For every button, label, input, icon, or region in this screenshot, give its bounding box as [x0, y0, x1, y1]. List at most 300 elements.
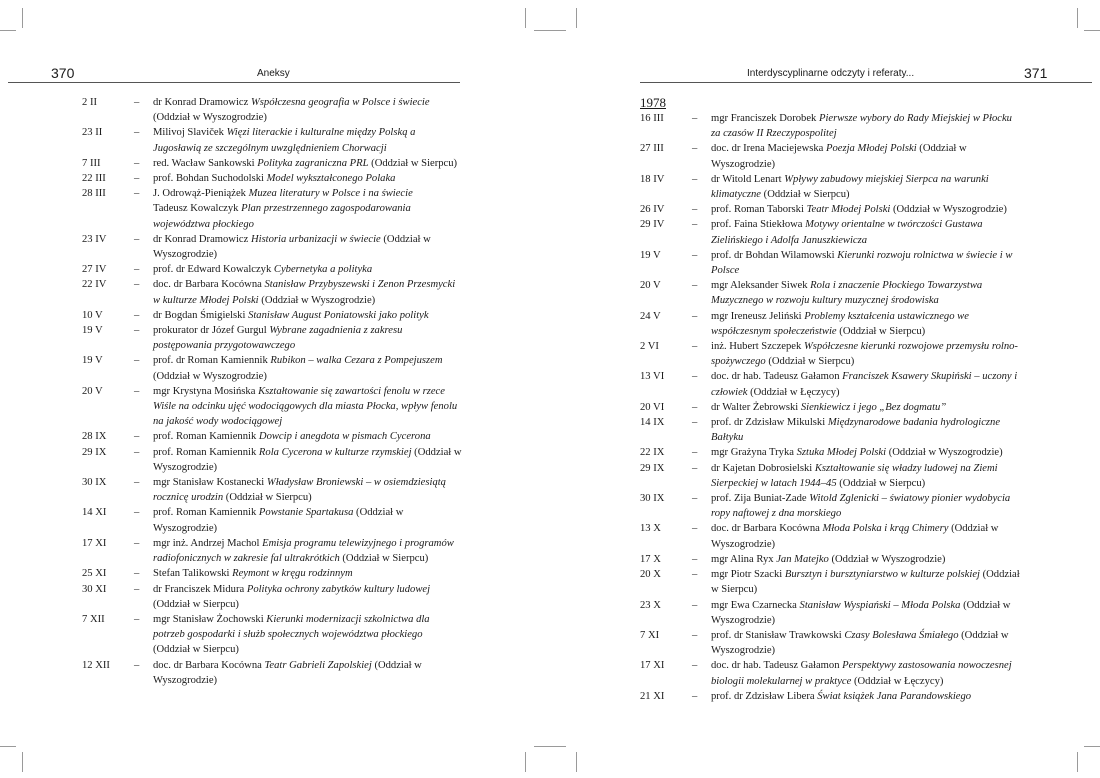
crop-mark — [525, 752, 526, 772]
entry-date: 24 V — [640, 310, 661, 322]
entry-text — [153, 384, 462, 430]
lecture-entry — [82, 156, 462, 171]
lecturer-name: inż. Hubert Szczepek — [711, 341, 804, 353]
crop-mark — [1084, 30, 1100, 31]
branch-note: (Oddział w Łęczycy) — [747, 386, 840, 398]
lecturer-name: doc. dr hab. Tadeusz Gałamon — [711, 371, 843, 383]
lecture-title: Motywy orientalne w twórczości Gustawa Zielińskiego i Adolfa Januszkiewicza — [711, 219, 983, 246]
entry-text — [711, 445, 1020, 460]
entry-dash: – — [692, 143, 698, 155]
running-head: Aneksy — [257, 68, 290, 79]
entry-text — [153, 612, 462, 658]
page-number: 370 — [51, 65, 75, 81]
entry-date: 23 IV — [82, 233, 107, 245]
branch-note: (Oddział w Wyszogrodzie) — [153, 233, 431, 261]
entry-dash: – — [134, 568, 140, 580]
entry-date: 7 III — [82, 157, 101, 169]
entry-dash: – — [692, 690, 698, 702]
lecturer-name: prof. Roman Kamiennik — [153, 446, 259, 458]
entry-dash: – — [134, 537, 140, 549]
lecture-title: Bursztyn i bursztyniarstwo w kulturze polskiej — [784, 569, 980, 581]
entry-dash: – — [692, 401, 698, 413]
entry-text — [153, 308, 462, 323]
branch-note: (Oddział w Sierpcu) — [711, 569, 1020, 596]
branch-note: (Oddział w Wyszogrodzie) — [153, 112, 267, 124]
entry-date: 30 XI — [82, 583, 107, 595]
branch-note: (Oddział w Sierpcu) — [339, 553, 429, 565]
entry-dash: – — [692, 113, 698, 124]
right-header — [640, 64, 1092, 83]
lecturer-name: mgr Krystyna Mosińska — [153, 385, 259, 397]
entry-date: 20 X — [640, 569, 661, 581]
lecture-entry — [640, 141, 1020, 171]
lecture-title: Dowcip i anegdota w pismach Cycerona — [258, 431, 431, 443]
entry-date: 14 XI — [82, 507, 107, 519]
branch-note: (Oddział w Wyszogrodzie) — [711, 599, 1011, 626]
entry-date: 22 IV — [82, 279, 107, 291]
crop-mark — [1077, 752, 1078, 772]
entry-dash: – — [134, 583, 140, 595]
entry-dash: – — [692, 462, 698, 474]
entry-date: 17 XI — [82, 537, 107, 549]
entry-text — [711, 217, 1020, 247]
lecture-entry — [82, 475, 462, 505]
lecture-title: Rola Cycerona w kulturze rzymskiej — [258, 446, 412, 458]
lecturer-name: dr Konrad Dramowicz — [153, 233, 251, 245]
lecturer-name: prof. Roman Taborski — [711, 204, 807, 216]
entry-text — [153, 658, 462, 688]
lecture-title: Międzynarodowe badania hydrologiczne Bałtyku — [711, 417, 1001, 444]
lecture-entry — [640, 658, 1020, 688]
crop-mark — [576, 752, 577, 772]
lecturer-name: prof. Roman Kamiennik — [153, 431, 259, 443]
lecture-entry — [640, 552, 1020, 567]
lecturer-name: mgr Franciszek Dorobek — [711, 113, 819, 124]
lecture-title: Model wykształconego Polaka — [266, 173, 396, 185]
entry-text — [711, 491, 1020, 521]
entry-date: 28 III — [82, 188, 106, 200]
entry-dash: – — [692, 280, 698, 292]
lecture-entry — [82, 566, 462, 581]
lecturer-name: mgr Alina Ryx — [711, 553, 777, 565]
lecture-entry — [640, 309, 1020, 339]
branch-note: (Oddział w Sierpcu) — [368, 157, 458, 169]
entry-date: 17 X — [640, 553, 661, 565]
entry-text — [153, 277, 462, 307]
page-number: 371 — [1024, 65, 1048, 81]
lecture-title: Cybernetyka a polityka — [273, 264, 373, 276]
lecture-title: Współczesna geografia w Polsce i świecie — [250, 97, 430, 108]
entry-date: 10 V — [82, 309, 103, 321]
entry-text — [153, 186, 462, 232]
lecture-entry — [82, 232, 462, 262]
lecturer-name: mgr Aleksander Siwek — [711, 280, 811, 292]
lecturer-name: prof. Faina Stiekłowa — [711, 219, 806, 231]
crop-mark — [525, 8, 526, 28]
entry-dash: – — [692, 371, 698, 383]
entry-text — [153, 262, 462, 277]
lecture-title: Wybrane zagadnienia z zakresu postępowania przygotowawczego — [153, 325, 403, 352]
lecturer-name: dr Bogdan Śmigielski — [153, 309, 249, 321]
entry-text — [711, 415, 1020, 445]
lecture-entry — [82, 505, 462, 535]
entry-date: 28 IX — [82, 431, 107, 443]
entry-date: 2 VI — [640, 341, 659, 353]
branch-note: (Oddział w Łęczycy) — [851, 675, 944, 687]
entry-text — [711, 689, 1020, 704]
entry-dash: – — [692, 173, 698, 185]
lecturer-name: dr Walter Żebrowski — [711, 401, 801, 413]
entry-dash: – — [692, 629, 698, 641]
entry-date: 7 XII — [82, 613, 105, 625]
entry-text — [711, 658, 1020, 688]
crop-mark — [550, 746, 566, 747]
branch-note: (Oddział w Wyszogrodzie) — [711, 629, 1009, 657]
entry-text — [711, 111, 1020, 141]
lecturer-name: prokurator dr Józef Gurgul — [153, 325, 270, 337]
entry-dash: – — [134, 431, 140, 443]
left-header — [8, 64, 460, 83]
lecture-entry — [640, 248, 1020, 278]
entry-dash: – — [134, 97, 140, 108]
entry-date: 21 XI — [640, 690, 665, 702]
lecture-title: Stanisław August Poniatowski jako polityk — [248, 309, 429, 321]
lecturer-name: prof. dr Zdzisław Mikulski — [711, 417, 828, 429]
lecturer-name: mgr Stanisław Kostanecki — [153, 477, 267, 489]
entry-dash: – — [134, 157, 140, 169]
entry-date: 17 XI — [640, 660, 665, 672]
entry-text — [711, 598, 1020, 628]
branch-note: (Oddział w Wyszogrodzie) — [711, 143, 967, 170]
lecture-title: Teatr Młodej Polski — [806, 204, 891, 216]
lecture-entry — [82, 125, 462, 155]
lecture-entry — [82, 171, 462, 186]
entry-text — [711, 339, 1020, 369]
lecture-entry — [640, 339, 1020, 369]
entry-text — [711, 567, 1020, 597]
lecture-entry — [640, 461, 1020, 491]
crop-mark — [0, 746, 16, 747]
lecture-title: Problemy kształcenia ustawicznego we współczesnym społeczeństwie — [711, 310, 969, 337]
branch-note: (Oddział w Sierpcu) — [223, 492, 312, 504]
entry-dash: – — [134, 233, 140, 245]
lecture-title: Historia urbanizacji w świecie — [250, 233, 381, 245]
entry-dash: – — [692, 493, 698, 505]
lecturer-name: prof. dr Zdzisław Libera — [711, 690, 818, 702]
entry-text — [711, 400, 1020, 415]
entry-date: 2 II — [82, 97, 98, 108]
lecture-entry — [82, 95, 462, 125]
entry-date: 12 XII — [82, 659, 110, 671]
entry-date: 19 V — [82, 355, 103, 367]
entry-date: 14 IX — [640, 417, 665, 429]
lecture-title: Stanisław Wyspiański – Młoda Polska — [799, 599, 961, 611]
right-entries-list — [640, 94, 1020, 704]
lecture-title: Plan przestrzennego zagospodarowania województwa płockiego — [153, 203, 411, 230]
entry-date: 19 V — [82, 325, 103, 337]
entry-text — [711, 521, 1020, 551]
entry-dash: – — [692, 523, 698, 535]
entry-date: 30 IX — [82, 477, 107, 489]
entry-text — [711, 172, 1020, 202]
entry-date: 23 II — [82, 127, 103, 139]
entry-dash: – — [134, 173, 140, 185]
lecture-title: Polityka ochrony zabytków kultury ludowej — [246, 583, 431, 595]
lecture-entry — [82, 186, 462, 232]
lecture-title: Sztuka Młodej Polski — [796, 447, 887, 459]
entry-date: 7 XI — [640, 629, 660, 641]
lecture-title: Sienkiewicz i jego „Bez dogmatu” — [800, 401, 947, 413]
lecture-title: Świat książek Jana Parandowskiego — [817, 690, 972, 702]
branch-note: (Oddział w Sierpcu) — [836, 477, 926, 489]
year-heading: 1978 — [640, 95, 666, 110]
lecture-entry — [82, 445, 462, 475]
entry-text — [153, 505, 462, 535]
lecture-entry — [640, 491, 1020, 521]
entry-text — [153, 232, 462, 262]
crop-mark — [534, 30, 550, 31]
lecturer-name: mgr Ewa Czarnecka — [711, 599, 800, 611]
lecture-entry — [640, 415, 1020, 445]
entry-date: 22 III — [82, 173, 106, 185]
lecture-entry — [640, 172, 1020, 202]
lecturer-name: doc. dr Irena Maciejewska — [711, 143, 827, 155]
lecturer-name: prof. dr Roman Kamiennik — [153, 355, 271, 367]
entry-text — [711, 248, 1020, 278]
lecture-entry — [82, 277, 462, 307]
entry-text — [153, 125, 462, 155]
second-lecture — [153, 201, 462, 231]
crop-mark — [1084, 746, 1100, 747]
entry-date: 29 IX — [82, 446, 107, 458]
lecture-title: Rubikon – walka Cezara z Pompejuszem — [270, 355, 443, 367]
entry-dash: – — [134, 659, 140, 671]
branch-note: (Oddział w Wyszogrodzie) — [890, 204, 1007, 216]
entry-date: 29 IX — [640, 462, 665, 474]
entry-dash: – — [692, 447, 698, 459]
entry-dash: – — [692, 569, 698, 581]
lecture-entry — [82, 536, 462, 566]
crop-mark — [1077, 8, 1078, 28]
entry-date: 13 X — [640, 523, 661, 535]
entry-dash: – — [134, 309, 140, 321]
entry-text — [153, 445, 462, 475]
entry-text — [711, 278, 1020, 308]
lecturer-name: dr Konrad Dramowicz — [153, 97, 251, 108]
lecture-entry — [640, 689, 1020, 704]
entry-dash: – — [134, 477, 140, 489]
lecture-entry — [640, 400, 1020, 415]
branch-note: (Oddział w Wyszogrodzie) — [886, 447, 1003, 459]
entry-text — [153, 323, 462, 353]
entry-dash: – — [134, 127, 140, 139]
crop-mark — [0, 30, 16, 31]
lecturer-name: mgr Stanisław Żochowski — [153, 613, 267, 625]
lecture-title: Perspektywy zastosowania nowoczesnej biologii molekularnej w praktyce — [711, 660, 1012, 687]
entry-dash: – — [134, 446, 140, 458]
lecture-title: Powstanie Spartakusa — [258, 507, 354, 519]
entry-text — [711, 552, 1020, 567]
entry-dash: – — [692, 310, 698, 322]
entry-dash: – — [134, 279, 140, 291]
right-page — [550, 0, 1100, 778]
entry-date: 23 X — [640, 599, 661, 611]
lecture-title: Kształtowanie się zawartości fenolu w rzece Wiśle na odcinku ujęć wodociągowych dla miasta Płocka, wpływ fenolu na jakość wody wodociągowej — [153, 385, 458, 428]
lecture-title: Poezja Młodej Polski — [826, 143, 917, 155]
entry-date: 16 III — [640, 113, 664, 124]
entry-date: 20 VI — [640, 401, 665, 413]
entry-dash: – — [692, 553, 698, 565]
lecture-title: Reymont w kręgu rodzinnym — [232, 568, 353, 580]
lecturer-name: J. Odrowąż-Pieniążek — [153, 188, 249, 200]
lecturer-name: prof. dr Bohdan Wilamowski — [711, 249, 838, 261]
crop-mark — [550, 30, 566, 31]
entry-date: 25 XI — [82, 568, 107, 580]
lecturer-name: prof. dr Stanisław Trawkowski — [711, 629, 845, 641]
lecture-title: Jan Matejko — [776, 553, 829, 565]
lecture-title: Kształtowanie się władzy ludowej na Ziemi Sierpeckiej w latach 1944–45 — [711, 462, 998, 489]
lecturer-name: dr Witold Lenart — [711, 173, 785, 185]
branch-note: (Oddział w Wyszogrodzie) — [153, 507, 404, 534]
lecture-title: Rola i znaczenie Płockiego Towarzystwa Muzycznego w rozwoju kultury muzycznej środowiska — [711, 280, 983, 307]
crop-mark — [22, 8, 23, 28]
entry-dash: – — [134, 613, 140, 625]
lecture-entry — [640, 521, 1020, 551]
entry-text — [711, 628, 1020, 658]
lecture-title: Więzi literackie i kulturalne między Polską a Jugosławią ze szczególnym uwzględnieniem Chorwacji — [153, 127, 416, 154]
lecture-entry — [640, 598, 1020, 628]
crop-mark — [22, 752, 23, 772]
entry-date: 27 IV — [82, 264, 107, 276]
lecturer-name: prof. Roman Kamiennik — [153, 507, 259, 519]
lecture-title: Stanisław Przybyszewski i Zenon Przesmycki w kulturze Młodej Polski — [153, 279, 456, 306]
entry-dash: – — [692, 249, 698, 261]
branch-note: (Oddział w Wyszogrodzie) — [153, 446, 462, 473]
lecturer-name: mgr Ireneusz Jeliński — [711, 310, 805, 322]
branch-note: (Oddział w Sierpcu) — [836, 325, 926, 337]
lecture-title: Władysław Broniewski – w osiemdziesiątą rocznicę urodzin — [153, 477, 446, 504]
lecture-title: Polityka zagraniczna PRL — [257, 157, 369, 169]
lecture-entry — [82, 384, 462, 430]
lecture-entry — [640, 567, 1020, 597]
branch-note: (Oddział w Sierpcu) — [765, 356, 855, 368]
entry-text — [711, 141, 1020, 171]
lecture-entry — [82, 582, 462, 612]
lecture-title: Witold Zglenicki – światowy pionier wydobycia ropy naftowej z dna morskiego — [711, 493, 1011, 520]
lecturer-name: Milivoj Slaviček — [153, 127, 227, 139]
entry-date: 22 IX — [640, 447, 665, 459]
entry-dash: – — [692, 599, 698, 611]
lecturer-name: doc. dr Barbara Kocówna — [711, 523, 823, 535]
entry-text — [711, 202, 1020, 217]
lecture-title: Muzea literatury w Polsce i na świecie — [248, 188, 413, 200]
entry-text — [153, 95, 462, 125]
entry-dash: – — [692, 204, 698, 216]
lecture-entry — [82, 262, 462, 277]
lecture-entry — [640, 111, 1020, 141]
lecture-title: Czasy Bolesława Śmiałego — [844, 629, 959, 641]
entry-date: 26 IV — [640, 204, 665, 216]
entry-text — [711, 461, 1020, 491]
entry-text — [153, 566, 462, 581]
crop-mark — [534, 746, 550, 747]
entry-dash: – — [134, 325, 140, 337]
entry-text — [711, 369, 1020, 399]
lecturer-name: prof. Bohdan Suchodolski — [153, 173, 267, 185]
lecture-title: Kierunki modernizacji szkolnictwa dla potrzeb gospodarki i służb społecznych województwa płockiego — [153, 613, 430, 641]
crop-mark — [576, 8, 577, 28]
entry-dash: – — [134, 507, 140, 519]
entry-dash: – — [134, 385, 140, 397]
lecturer-name: Tadeusz Kowalczyk — [153, 203, 242, 215]
entry-dash: – — [134, 355, 140, 367]
entry-text — [153, 536, 462, 566]
lecturer-name: prof. dr Edward Kowalczyk — [153, 264, 274, 276]
entry-dash: – — [692, 341, 698, 353]
branch-note: (Oddział w Wyszogrodzie) — [711, 523, 999, 550]
lecturer-name: Stefan Talikowski — [153, 568, 233, 580]
lecture-entry — [640, 217, 1020, 247]
entry-text — [153, 156, 462, 171]
branch-note: (Oddział w Wyszogrodzie) — [153, 370, 267, 382]
entry-date: 13 VI — [640, 371, 665, 383]
lecture-title: Pierwsze wybory do Rady Miejskiej w Płocku za czasów II Rzeczypospolitej — [711, 113, 1012, 140]
lecturer-name: doc. dr Barbara Kocówna — [153, 279, 265, 291]
lecture-entry — [640, 445, 1020, 460]
lecture-entry — [82, 658, 462, 688]
lecture-title: Współczesne kierunki rozwojowe przemysłu rolno-spożywczego — [711, 341, 1018, 368]
left-entries-list — [82, 95, 462, 688]
branch-note: (Oddział w Wyszogrodzie) — [258, 294, 376, 306]
lecture-entry — [82, 429, 462, 444]
lecturer-name: dr Franciszek Midura — [153, 583, 247, 595]
entry-text — [153, 582, 462, 612]
lecturer-name: doc. dr hab. Tadeusz Gałamon — [711, 660, 843, 672]
entry-date: 19 V — [640, 249, 661, 261]
lecturer-name: dr Kajetan Dobrosielski — [711, 462, 815, 474]
entry-date: 18 IV — [640, 173, 665, 185]
branch-note: (Oddział w Wyszogrodzie) — [153, 659, 422, 686]
entry-dash: – — [134, 264, 140, 276]
entry-date: 20 V — [82, 385, 103, 397]
entry-date: 20 V — [640, 280, 661, 292]
entry-dash: – — [692, 417, 698, 429]
entry-dash: – — [692, 219, 698, 231]
lecture-title: Emisja programu telewizyjnego i programów radiofonicznych w zakresie fal ultrakrótkich — [153, 537, 454, 565]
lecture-title: Kierunki rozwoju rolnictwa w świecie i w Polsce — [711, 249, 1013, 277]
entry-date: 30 IX — [640, 493, 665, 505]
lecturer-name: red. Wacław Sankowski — [153, 157, 258, 169]
lecturer-name: doc. dr Barbara Kocówna — [153, 659, 265, 671]
lecture-title: Franciszek Ksawery Skupiński – uczony i człowiek — [711, 371, 1018, 398]
branch-note: (Oddział w Sierpcu) — [153, 644, 239, 656]
branch-note: (Oddział w Sierpcu) — [153, 598, 239, 610]
entry-text — [711, 309, 1020, 339]
lecture-title: Młoda Polska i krąg Chimery — [822, 523, 949, 535]
lecture-entry — [640, 278, 1020, 308]
lecturer-name: mgr Grażyna Tryka — [711, 447, 797, 459]
lecture-entry — [82, 612, 462, 658]
lecture-title: Teatr Gabrieli Zapolskiej — [264, 659, 372, 671]
lecturer-name: mgr inż. Andrzej Machol — [153, 537, 263, 549]
lecture-entry — [82, 323, 462, 353]
entry-text — [153, 429, 462, 444]
entry-date: 29 IV — [640, 219, 665, 231]
running-head: Interdyscyplinarne odczyty i referaty... — [747, 68, 915, 79]
entry-date: 27 III — [640, 143, 664, 155]
entry-text — [153, 475, 462, 505]
entry-text — [153, 171, 462, 186]
